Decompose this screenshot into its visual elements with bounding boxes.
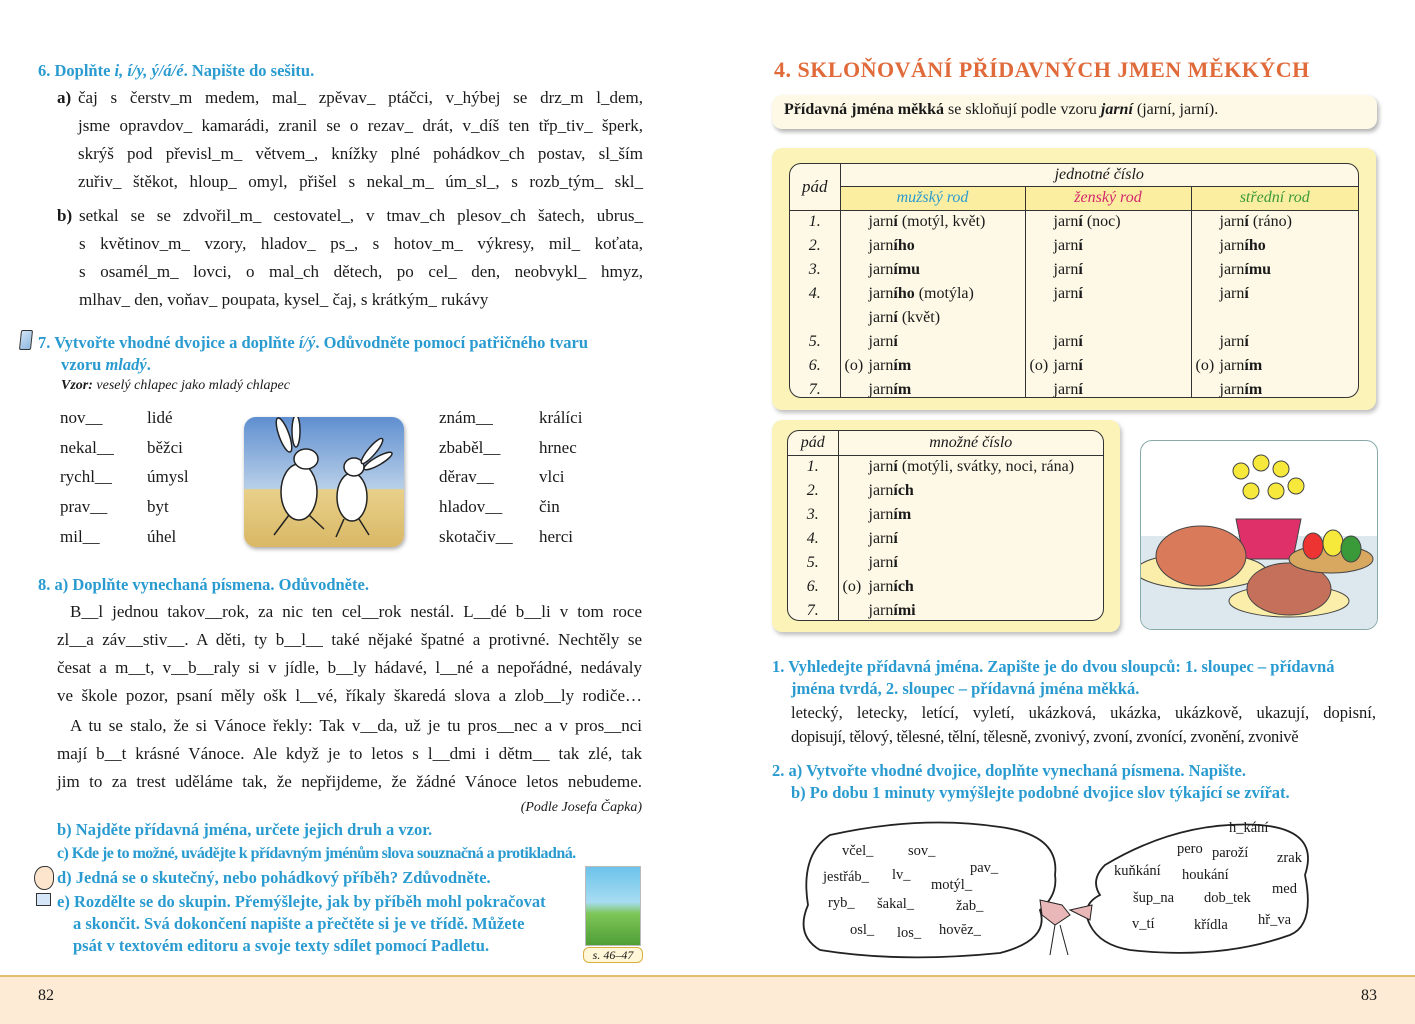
form: jarní <box>1053 261 1083 278</box>
rule-bold: Přídavná jména měkká <box>784 101 944 118</box>
word: prav__ <box>60 497 108 517</box>
feminine-cell <box>1025 210 1191 234</box>
gender-header-neuter: střední rod <box>1191 186 1358 210</box>
ex8-task-e <box>57 891 572 957</box>
ex7-col2 <box>147 403 189 551</box>
rule-box <box>772 95 1377 129</box>
bag-left-word: lv_ <box>892 867 911 883</box>
plural-rows <box>788 455 1103 621</box>
bag-right-word: v_tí <box>1132 916 1155 932</box>
bag-right-word: houkání <box>1182 867 1229 883</box>
word: znám__ <box>439 408 493 427</box>
ex8-heading-a: 8. a) Doplňte vynechaná písmena. Odůvodněte. <box>38 575 369 594</box>
left-page <box>0 0 700 975</box>
form: jarní <box>1219 285 1249 302</box>
worksheet-icon <box>19 330 33 350</box>
ex1-words-line: dopisují, tělový, tělesné, tělní, tělesně, zvonivý, zvoní, zvonící, zvonění, zvonivě <box>791 727 1299 746</box>
masculine-cell <box>840 378 1025 398</box>
plural-cell <box>838 479 1103 503</box>
pad-label: 1. <box>808 213 821 231</box>
rabbits-illustration <box>244 417 404 547</box>
ex6-b-line: s osamél_m_ lovci, o mal_ch dětech, po cel_ den, neobvykl_ hmyz, <box>79 262 643 281</box>
bag-right-word: kuňkání <box>1114 863 1161 879</box>
preposition: (o) <box>844 357 864 374</box>
ex7-heading-line2: vzoru <box>61 355 106 374</box>
form: jarní <box>868 554 898 571</box>
plural-row <box>788 599 1103 621</box>
word: rychl__ <box>60 467 112 487</box>
masculine-cell <box>840 354 1025 378</box>
form: jarních <box>868 578 914 595</box>
story-line: mají b__t krásné Vánoce. Ale když je to letos s l__dmi i dětm__ tak zlé, tak <box>57 744 642 763</box>
task-e-line: psát v textovém editoru a svoje texty sdílet pomocí Padletu. <box>73 936 490 955</box>
story-line: ve škole pozor, psaní měly ošk l__vé, říkaly škaredá slova a zlob__ly rodiče… <box>57 686 642 705</box>
form: jarní <box>1053 357 1083 374</box>
plural-cell <box>838 455 1103 479</box>
form: jarním <box>868 357 912 374</box>
ex7-example-text: veselý chlapec jako mladý chlapec <box>92 378 290 393</box>
word: úhel <box>147 526 177 546</box>
pad-cell: 3. <box>788 503 838 527</box>
form: jarní <box>1053 381 1083 398</box>
number-header: jednotné číslo <box>840 164 1358 186</box>
form: jarní <box>1053 237 1083 254</box>
form: jarním <box>1219 381 1263 398</box>
singular-row <box>790 234 1358 258</box>
word: úmysl <box>147 467 189 487</box>
ex1-heading-line: jména tvrdá, 2. sloupec – přídavná jména měkká. <box>791 679 1140 698</box>
ex6-b-text <box>79 202 643 314</box>
ex6-b-line: mlhav_ den, voňav_ poupata, kysel_ čaj, s krátkým_ rukávy <box>79 290 489 309</box>
word: čin <box>539 497 560 517</box>
ex7-heading-text: 7. Vytvořte vhodné dvojice a doplňte <box>38 333 299 352</box>
ex6-a-line: jsme opravdov_ kamarádi, zranil se o rezav_ drát, v_díš ten třp_tiv_ šperk, <box>78 116 643 135</box>
ex8-source: (Podle Josefa Čapka) <box>520 800 642 815</box>
plural-cell <box>838 551 1103 575</box>
form: jarním <box>868 381 912 398</box>
form: jarnímu <box>868 261 921 278</box>
word: herci <box>539 526 573 546</box>
form: jarní (noc) <box>1053 213 1121 231</box>
word: nekal__ <box>60 437 114 457</box>
feminine-cell <box>1025 282 1191 306</box>
feminine-cell <box>1025 354 1191 378</box>
masculine-cell <box>840 330 1025 354</box>
ex6-b-label: b) <box>57 206 73 225</box>
ex8-task-b: b) Najděte přídavná jména, určete jejich druh a vzor. <box>57 820 433 839</box>
ex7-col4 <box>539 403 582 551</box>
pad-label: 4. <box>808 285 821 302</box>
form: jarního <box>868 237 915 254</box>
singular-row <box>790 282 1358 306</box>
word: nov__ <box>60 408 103 427</box>
computer-icon <box>36 893 51 906</box>
word: lidé <box>147 408 173 427</box>
pad-cell: 2. <box>788 479 838 503</box>
singular-table <box>789 163 1359 398</box>
plural-row <box>788 527 1103 551</box>
neuter-cell <box>1191 378 1358 398</box>
form: jarní <box>1219 333 1249 350</box>
ex7-heading <box>38 332 643 376</box>
story-line: A tu se stalo, že si Vánoce řekly: Tak v__da, už je tu pros__nec a v pros__nci <box>70 716 642 735</box>
ex1-words <box>791 701 1376 749</box>
pad-cell: 7. <box>788 599 838 621</box>
pad-cell <box>790 258 840 282</box>
pad-cell: 6. <box>788 575 838 599</box>
preposition: (o) <box>1029 357 1049 374</box>
word: byt <box>147 497 169 517</box>
bag-left-word: včel_ <box>842 843 874 859</box>
bag-right-word: křídla <box>1194 917 1228 933</box>
singular-row <box>790 378 1358 398</box>
form: jarní <box>1053 285 1083 302</box>
pad-label: 7. <box>808 381 821 398</box>
gender-header-masculine: mužský rod <box>840 186 1025 210</box>
form: jarní <box>868 333 898 350</box>
ex7-heading-dot: . <box>146 355 151 374</box>
singular-row <box>790 210 1358 234</box>
preposition: (o) <box>1195 357 1215 374</box>
ex7-heading-vzor: mladý <box>105 355 147 374</box>
form: jarního (motýla) <box>868 285 974 302</box>
ex6-heading-rest: . Napište do sešitu. <box>183 61 315 80</box>
word: děrav__ <box>439 467 494 487</box>
ex2-task-a: 2. a) Vytvořte vhodné dvojice, doplňte vynechaná písmena. Napište. <box>772 761 1246 780</box>
easter-illustration <box>1140 440 1378 630</box>
task-e-line: e) Rozdělte se do skupin. Přemýšlejte, jak by příběh mohl pokračovat <box>57 892 546 911</box>
feminine-cell <box>1025 258 1191 282</box>
bag-left-word: pav_ <box>970 860 999 876</box>
bag-right-word: šup_na <box>1133 890 1175 906</box>
pad-cell <box>790 378 840 398</box>
ex6-a-line: zuřiv_ štěkot, hloup_ omyl, přišel s nekal_m_ úm_sl_, s rozb_tým_ skl_ <box>78 172 643 191</box>
ex7-example <box>61 378 290 394</box>
ex1-heading <box>772 656 1382 700</box>
pad-label: 3. <box>808 261 821 278</box>
ex1-words-line: letecký, letecky, letící, vyletí, ukázková, ukázka, ukázkově, ukazují, dopisní, <box>791 703 1376 722</box>
word: skotačiv__ <box>439 526 513 546</box>
ex8-story-para1 <box>57 598 642 710</box>
neuter-cell <box>1191 354 1358 378</box>
pad-cell <box>790 330 840 354</box>
ex2-task-b: b) Po dobu 1 minuty vymýšlejte podobné dvojice slov týkající se zvířat. <box>791 783 1290 802</box>
masculine-cell <box>840 306 1025 330</box>
neuter-cell <box>1191 210 1358 234</box>
form: jarnímu <box>1219 261 1272 278</box>
form: jarní <box>1053 333 1083 350</box>
ex8-story-para2 <box>57 712 642 796</box>
pad-header: pád <box>788 431 838 455</box>
feminine-cell <box>1025 378 1191 398</box>
plural-cell <box>838 599 1103 621</box>
speaking-face-icon <box>34 866 54 890</box>
plural-row <box>788 503 1103 527</box>
task-e-line: a skončit. Svá dokončení napište a přečtěte si je ve třídě. Můžete <box>73 914 525 933</box>
form: jarního <box>1219 237 1266 254</box>
form: jarním <box>868 506 912 523</box>
bag-left-word: osl_ <box>850 922 875 938</box>
bag-right-word: h_kání <box>1229 820 1269 836</box>
masculine-cell <box>840 258 1025 282</box>
ex7-heading-iy: í/ý <box>298 333 316 352</box>
bag-left-word: šakal_ <box>877 896 915 912</box>
plural-table <box>787 430 1104 621</box>
ex7-heading-text2: . Odůvodněte pomocí patřičného tvaru <box>315 333 589 352</box>
form: jarních <box>868 482 914 499</box>
pad-label: 2. <box>808 237 821 254</box>
ex8-task-c: c) Kde je to možné, uvádějte k přídavným jménům slova souznačná a protikladná. <box>57 845 576 862</box>
word: běžci <box>147 437 183 457</box>
pad-header: pád <box>790 164 840 210</box>
bag-right-word: zrak <box>1277 850 1302 866</box>
singular-rows <box>790 210 1358 398</box>
neuter-cell <box>1191 306 1358 330</box>
bag-left-word: motýl_ <box>931 877 973 893</box>
pad-cell <box>790 282 840 306</box>
form: jarní <box>868 530 898 547</box>
right-page <box>720 0 1415 975</box>
masculine-cell <box>840 282 1025 306</box>
neuter-cell <box>1191 330 1358 354</box>
word: zbaběl__ <box>439 437 501 457</box>
singular-row <box>790 258 1358 282</box>
neuter-cell <box>1191 258 1358 282</box>
form: jarními <box>868 602 916 619</box>
ex6-b-line: s květinov_m_ vzory, hladov_ ps_, s hotov_m_ výkresy, mil_ koťata, <box>79 234 643 253</box>
ex1-heading-line: 1. Vyhledejte přídavná jména. Zapište je do dvou sloupců: 1. sloupec – přídavná <box>772 657 1335 676</box>
pad-cell <box>790 354 840 378</box>
ex6-a-text <box>78 84 643 196</box>
word: mil__ <box>60 526 100 546</box>
pad-cell: 1. <box>788 455 838 479</box>
plural-row <box>788 479 1103 503</box>
ex6-a-label: a) <box>57 88 72 107</box>
form: jarním <box>1219 357 1263 374</box>
word: hladov__ <box>439 497 503 517</box>
page-footer <box>0 975 1415 1024</box>
bag-right-word: hř_va <box>1258 912 1292 928</box>
rule-vzor: jarní <box>1100 101 1133 118</box>
book-page-ref: s. 46–47 <box>583 947 643 963</box>
story-line: česat a m__t, v__b__raly si v jídle, b__ly hádavé, l__né a nepořádné, nedávaly <box>57 658 642 677</box>
masculine-cell <box>840 210 1025 234</box>
pad-cell <box>790 306 840 330</box>
ex6-a-line: skrýš pod převisl_m_ větvem_, knížky plné pohádkov_ch postav, sl_ším <box>78 144 643 163</box>
plural-cell <box>838 575 1103 599</box>
singular-row <box>790 330 1358 354</box>
bag-left-word: sov_ <box>908 843 936 859</box>
ex6-heading-letters: i, í/y, ý/á/é <box>114 61 184 80</box>
feminine-cell <box>1025 330 1191 354</box>
feminine-cell <box>1025 234 1191 258</box>
bag-left-word: jestřáb_ <box>823 869 869 885</box>
pad-cell <box>790 210 840 234</box>
ex7-col1 <box>60 403 114 551</box>
ex6-heading <box>38 60 314 82</box>
singular-row <box>790 306 1358 330</box>
page-number-left: 82 <box>38 987 54 1004</box>
pad-label: 6. <box>808 357 821 374</box>
plural-row <box>788 575 1103 599</box>
reading-book-cover <box>585 866 641 946</box>
bag-left-word: los_ <box>897 925 922 941</box>
ex7-col3 <box>439 403 513 551</box>
form: jarní (květ) <box>868 309 941 326</box>
plural-cell <box>838 503 1103 527</box>
word: králíci <box>539 408 583 427</box>
form: jarní (motýl, květ) <box>868 213 986 231</box>
story-line: zl__a záv__stiv__. A děti, ty b__l__ také nějaké špatné a protivné. Nechtěly se <box>57 630 642 649</box>
number-header: množné číslo <box>838 431 1103 455</box>
ex6-a-line: čaj s čerstv_m medem, mal_ zpěvav_ ptáčci, v_hýbej se drz_m l_dem, <box>78 88 643 107</box>
page-number-right: 83 <box>1361 987 1377 1004</box>
plural-row <box>788 455 1103 479</box>
preposition: (o) <box>842 578 862 595</box>
plural-row <box>788 551 1103 575</box>
pad-cell: 4. <box>788 527 838 551</box>
ex8-task-d: d) Jedná se o skutečný, nebo pohádkový příběh? Zdůvodněte. <box>57 868 491 887</box>
story-line: B__l jednou takov__rok, za nic ten cel__rok nestál. L__dé b__li v tom roce <box>70 602 642 621</box>
word: vlci <box>539 467 565 487</box>
bag-left-word: hovĕz_ <box>939 922 981 938</box>
form: jarní (ráno) <box>1219 213 1292 231</box>
feminine-cell <box>1025 306 1191 330</box>
rule-end: (jarní, jarní). <box>1132 101 1219 118</box>
pad-cell <box>790 234 840 258</box>
ex7-example-label: Vzor: <box>61 378 93 393</box>
gender-header-feminine: ženský rod <box>1025 186 1191 210</box>
pad-label: 5. <box>808 333 821 350</box>
bag-right-word: dob_tek <box>1204 890 1251 906</box>
story-line: jim to za trest uděláme tak, že nepřijdeme, že žádné Vánoce letos nebudeme. <box>57 772 642 791</box>
chapter-title: 4. SKLOŇOVÁNÍ PŘÍDAVNÝCH JMEN MĚKKÝCH <box>774 57 1310 82</box>
rule-mid: se skloňují podle vzoru <box>944 101 1101 118</box>
ex6-b-line: setkal se se zdvořil_m_ cestovatel_, v tmav_ch plesov_ch šatech, ubrus_ <box>79 206 643 225</box>
bag-left-word: žab_ <box>956 898 984 914</box>
bag-right-word: pero <box>1177 841 1203 857</box>
masculine-cell <box>840 234 1025 258</box>
word: hrnec <box>539 437 577 457</box>
pad-cell: 5. <box>788 551 838 575</box>
bag-right-word: med <box>1272 881 1297 897</box>
plural-cell <box>838 527 1103 551</box>
ex6-heading-text: 6. Doplňte <box>38 61 115 80</box>
neuter-cell <box>1191 234 1358 258</box>
neuter-cell <box>1191 282 1358 306</box>
form: jarní (motýli, svátky, noci, rána) <box>868 458 1075 476</box>
bag-right-word: paroží <box>1212 845 1249 861</box>
singular-row <box>790 354 1358 378</box>
bag-left-word: ryb_ <box>828 895 855 911</box>
